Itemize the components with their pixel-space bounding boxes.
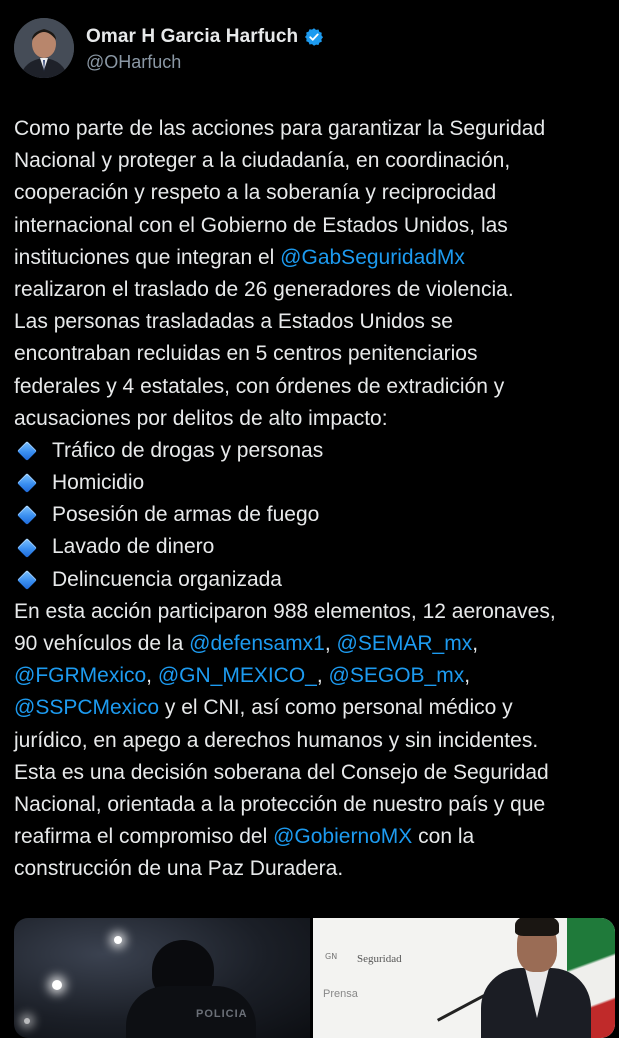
- tweet-text-segment: En esta acción participaron 988 elementos, 12 aeronaves,: [14, 599, 556, 623]
- media-photo-right[interactable]: [313, 918, 615, 1038]
- bullet-text: Lavado de dinero: [52, 535, 215, 559]
- tweet-line: [14, 145, 614, 177]
- street-light: [114, 936, 122, 944]
- tweet-text-segment: Nacional, orientada a la protección de nuestro país y que: [14, 792, 546, 816]
- tweet-text-segment: jurídico, en apego a derechos humanos y sin incidentes.: [14, 728, 539, 752]
- tweet-line: [14, 403, 614, 435]
- bullet-item: [14, 435, 614, 467]
- tweet-line: [14, 692, 614, 724]
- tweet-text-segment: con la: [412, 825, 475, 849]
- mention-link[interactable]: @GobiernoMX: [273, 825, 413, 849]
- logo-text: Seguridad: [357, 953, 402, 965]
- mention-link[interactable]: @SEMAR_mx: [336, 632, 473, 655]
- mention-link[interactable]: @GabSeguridadMx: [280, 245, 465, 269]
- tweet-text-segment: 90 vehículos de la: [14, 632, 190, 655]
- gn-logo: GN: [325, 952, 338, 961]
- mention-link[interactable]: @FGRMexico: [14, 664, 147, 688]
- tweet-text-segment: ,: [472, 632, 479, 655]
- tweet-line: [14, 660, 614, 692]
- tweet-line: [14, 306, 614, 338]
- street-light: [52, 980, 62, 990]
- tweet-text-segment: realizaron el traslado de 26 generadores de violencia.: [14, 277, 514, 301]
- author-names: [86, 24, 324, 73]
- tweet-text-segment: ,: [464, 664, 471, 688]
- tweet-text-segment: ,: [146, 664, 158, 688]
- bullet-text: Delincuencia organizada: [52, 567, 282, 591]
- large-blue-diamond-icon: [17, 473, 37, 493]
- tweet-text-segment: Nacional y proteger a la ciudadanía, en coordinación,: [14, 149, 511, 173]
- tweet-line: [14, 338, 614, 370]
- tweet-line: [14, 628, 614, 660]
- tweet-text-segment: construcción de una Paz Duradera.: [14, 857, 344, 881]
- press-logo: [325, 952, 402, 966]
- tweet-line: [14, 113, 614, 145]
- tweet-text-segment: y el CNI, así como personal médico y: [159, 696, 513, 720]
- street-light: [24, 1018, 30, 1024]
- tweet-line: [14, 789, 614, 821]
- police-label: POLICIA: [196, 1008, 248, 1020]
- media-photo-left[interactable]: [14, 918, 310, 1038]
- tweet-intro: [14, 113, 614, 435]
- tweet-text-segment: ,: [316, 664, 329, 688]
- tweet-text-segment: Como parte de las acciones para garantizar la Seguridad: [14, 117, 546, 140]
- tweet-line: [14, 757, 614, 789]
- bullet-text: Homicidio: [52, 471, 145, 495]
- mention-link[interactable]: @GN_MEXICO_: [157, 664, 317, 688]
- profile-photo-icon: [14, 18, 74, 78]
- bullet-item: [14, 531, 614, 563]
- tweet-text-segment: internacional con el Gobierno de Estados Unidos, las: [14, 213, 508, 237]
- large-blue-diamond-icon: [17, 441, 37, 461]
- press-caption: Prensa: [323, 988, 358, 1000]
- avatar[interactable]: [14, 18, 74, 78]
- bullet-item: [14, 467, 614, 499]
- mention-link[interactable]: @SSPCMexico: [14, 696, 160, 720]
- tweet-line: [14, 596, 614, 628]
- verified-badge-icon: [304, 27, 324, 47]
- tweet-text-segment: acusaciones por delitos de alto impacto:: [14, 406, 388, 430]
- bullet-text: Tráfico de drogas y personas: [52, 438, 324, 462]
- tweet-line: [14, 371, 614, 403]
- tweet-text-segment: ,: [324, 632, 337, 655]
- tweet-outro: [14, 596, 614, 886]
- speaker-hair: [515, 918, 559, 936]
- tweet-text: [14, 113, 614, 886]
- tweet-line: [14, 242, 614, 274]
- bullet-text: Posesión de armas de fuego: [52, 503, 320, 527]
- bullet-item: [14, 564, 614, 596]
- large-blue-diamond-icon: [17, 505, 37, 525]
- tweet-text-segment: encontraban recluidas en 5 centros penitenciarios: [14, 342, 478, 366]
- large-blue-diamond-icon: [17, 538, 37, 558]
- tweet-line: [14, 725, 614, 757]
- author-display-name[interactable]: Omar H Garcia Harfuch: [86, 25, 299, 47]
- mention-link[interactable]: @SEGOB_mx: [328, 664, 465, 688]
- media-gallery: [14, 918, 615, 1038]
- bullet-list: [14, 435, 614, 596]
- tweet-text-segment: cooperación y respeto a la soberanía y reciprocidad: [14, 181, 497, 205]
- bullet-item: [14, 499, 614, 531]
- tweet-text-segment: Las personas trasladadas a Estados Unidos se: [14, 310, 453, 334]
- tweet-line: [14, 210, 614, 242]
- tweet-text-segment: instituciones que integran el: [14, 245, 281, 269]
- name-row: [86, 24, 324, 50]
- mention-link[interactable]: @defensamx1: [189, 632, 325, 655]
- tweet-text-segment: reafirma el compromiso del: [14, 825, 274, 849]
- tweet-text-segment: Esta es una decisión soberana del Consejo de Seguridad: [14, 760, 549, 784]
- tweet-text-segment: federales y 4 estatales, con órdenes de extradición y: [14, 374, 505, 398]
- author-handle[interactable]: @OHarfuch: [86, 51, 182, 72]
- tweet-line: [14, 853, 614, 885]
- tweet-header: [14, 16, 324, 80]
- tweet-line: [14, 821, 614, 853]
- large-blue-diamond-icon: [17, 570, 37, 590]
- tweet-line: [14, 177, 614, 209]
- tweet-line: [14, 274, 614, 306]
